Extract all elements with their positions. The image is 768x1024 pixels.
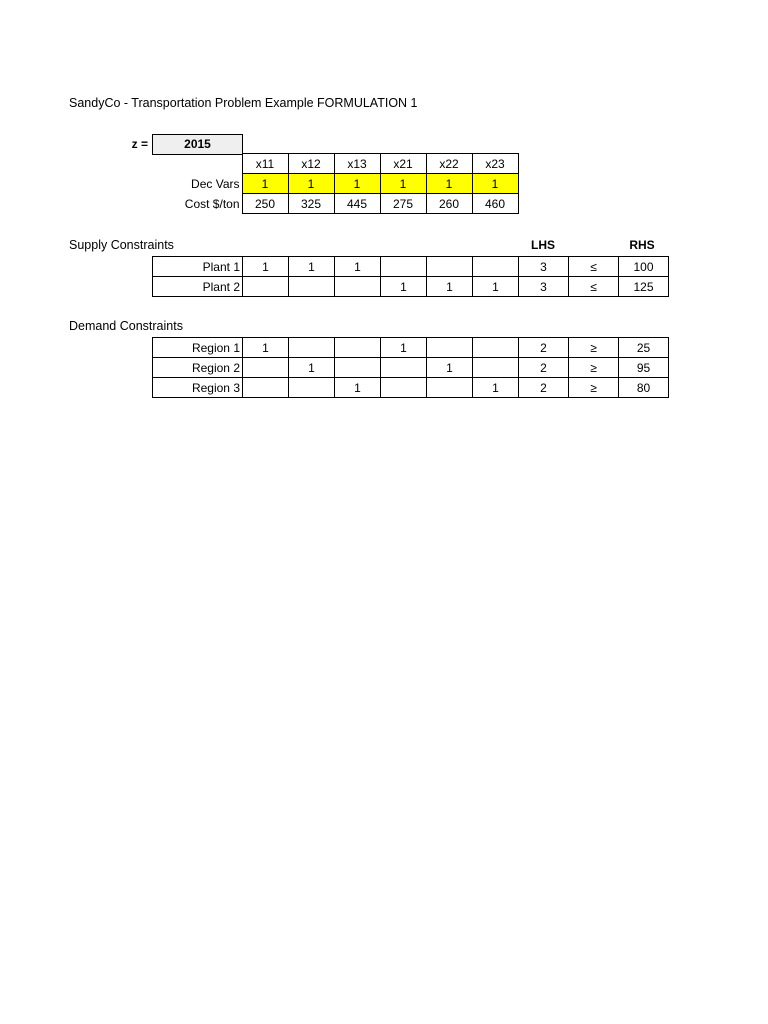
cost-cell[interactable]: 260 xyxy=(426,194,472,214)
cost-cell[interactable]: 250 xyxy=(242,194,288,214)
coeff-cell[interactable] xyxy=(289,277,335,297)
coeff-cell[interactable]: 1 xyxy=(381,338,427,358)
sign-cell[interactable]: ≤ xyxy=(569,257,619,277)
coeff-cell[interactable]: 1 xyxy=(243,338,289,358)
dec-var-cell[interactable]: 1 xyxy=(334,174,380,194)
coeff-cell[interactable]: 1 xyxy=(473,378,519,398)
coeff-cell[interactable]: 1 xyxy=(473,277,519,297)
coeff-cell[interactable] xyxy=(243,378,289,398)
coeff-cell[interactable] xyxy=(473,257,519,277)
cost-row xyxy=(152,194,518,214)
dec-var-cell[interactable]: 1 xyxy=(472,174,518,194)
coeff-cell[interactable] xyxy=(243,358,289,378)
rhs-cell[interactable]: 25 xyxy=(619,338,669,358)
lhs-cell[interactable]: 3 xyxy=(519,277,569,297)
coeff-cell[interactable] xyxy=(289,378,335,398)
dec-vars-row xyxy=(152,174,518,194)
coeff-cell[interactable]: 1 xyxy=(335,378,381,398)
demand-row xyxy=(153,378,669,398)
coeff-cell[interactable]: 1 xyxy=(289,257,335,277)
blank-cell xyxy=(152,154,242,174)
lhs-cell[interactable]: 2 xyxy=(519,338,569,358)
dec-var-cell[interactable]: 1 xyxy=(380,174,426,194)
rhs-cell[interactable]: 100 xyxy=(619,257,669,277)
rhs-cell[interactable]: 95 xyxy=(619,358,669,378)
rhs-cell[interactable]: 125 xyxy=(619,277,669,297)
dec-var-cell[interactable]: 1 xyxy=(288,174,334,194)
cost-cell[interactable]: 460 xyxy=(472,194,518,214)
supply-constraints-title: Supply Constraints xyxy=(69,238,174,252)
row-label: Region 2 xyxy=(153,358,243,378)
objective-value-cell[interactable]: 2015 xyxy=(152,134,243,155)
demand-row xyxy=(153,338,669,358)
page-title: SandyCo - Transportation Problem Example FORMULATION 1 xyxy=(69,96,418,110)
coeff-cell[interactable] xyxy=(243,277,289,297)
supply-row xyxy=(153,257,669,277)
coeff-cell[interactable] xyxy=(473,358,519,378)
objective-label: z = xyxy=(131,137,148,151)
cost-cell[interactable]: 445 xyxy=(334,194,380,214)
supply-row xyxy=(153,277,669,297)
coeff-cell[interactable]: 1 xyxy=(289,358,335,378)
row-label: Plant 1 xyxy=(153,257,243,277)
coeff-cell[interactable] xyxy=(427,257,473,277)
sign-cell[interactable]: ≥ xyxy=(569,378,619,398)
var-header-cell[interactable]: x23 xyxy=(472,154,518,174)
lhs-cell[interactable]: 3 xyxy=(519,257,569,277)
var-header-cell[interactable]: x22 xyxy=(426,154,472,174)
variables-header-row xyxy=(152,154,518,174)
coeff-cell[interactable] xyxy=(335,277,381,297)
coeff-cell[interactable] xyxy=(335,338,381,358)
var-header-cell[interactable]: x11 xyxy=(242,154,288,174)
cost-cell[interactable]: 275 xyxy=(380,194,426,214)
rhs-header: RHS xyxy=(629,238,655,252)
coeff-cell[interactable]: 1 xyxy=(427,277,473,297)
coeff-cell[interactable] xyxy=(381,257,427,277)
supply-constraints-table xyxy=(152,256,669,297)
lhs-header: LHS xyxy=(531,238,555,252)
coeff-cell[interactable]: 1 xyxy=(243,257,289,277)
coeff-cell[interactable]: 1 xyxy=(335,257,381,277)
dec-var-cell[interactable]: 1 xyxy=(242,174,288,194)
variables-table xyxy=(152,153,519,214)
rhs-cell[interactable]: 80 xyxy=(619,378,669,398)
dec-vars-label: Dec Vars xyxy=(191,176,240,191)
coeff-cell[interactable] xyxy=(289,338,335,358)
cost-label: Cost $/ton xyxy=(184,196,240,211)
var-header-cell[interactable]: x13 xyxy=(334,154,380,174)
lhs-cell[interactable]: 2 xyxy=(519,378,569,398)
demand-row xyxy=(153,358,669,378)
cost-cell[interactable]: 325 xyxy=(288,194,334,214)
sign-cell[interactable]: ≥ xyxy=(569,338,619,358)
coeff-cell[interactable] xyxy=(473,338,519,358)
coeff-cell[interactable] xyxy=(427,378,473,398)
coeff-cell[interactable]: 1 xyxy=(381,277,427,297)
demand-constraints-table xyxy=(152,337,669,398)
coeff-cell[interactable]: 1 xyxy=(427,358,473,378)
sign-cell[interactable]: ≤ xyxy=(569,277,619,297)
sign-cell[interactable]: ≥ xyxy=(569,358,619,378)
dec-var-cell[interactable]: 1 xyxy=(426,174,472,194)
row-label: Region 1 xyxy=(153,338,243,358)
demand-constraints-title: Demand Constraints xyxy=(69,319,183,333)
row-label: Region 3 xyxy=(153,378,243,398)
row-label: Plant 2 xyxy=(153,277,243,297)
var-header-cell[interactable]: x12 xyxy=(288,154,334,174)
var-header-cell[interactable]: x21 xyxy=(380,154,426,174)
coeff-cell[interactable] xyxy=(381,378,427,398)
coeff-cell[interactable] xyxy=(427,338,473,358)
lhs-cell[interactable]: 2 xyxy=(519,358,569,378)
coeff-cell[interactable] xyxy=(381,358,427,378)
coeff-cell[interactable] xyxy=(335,358,381,378)
